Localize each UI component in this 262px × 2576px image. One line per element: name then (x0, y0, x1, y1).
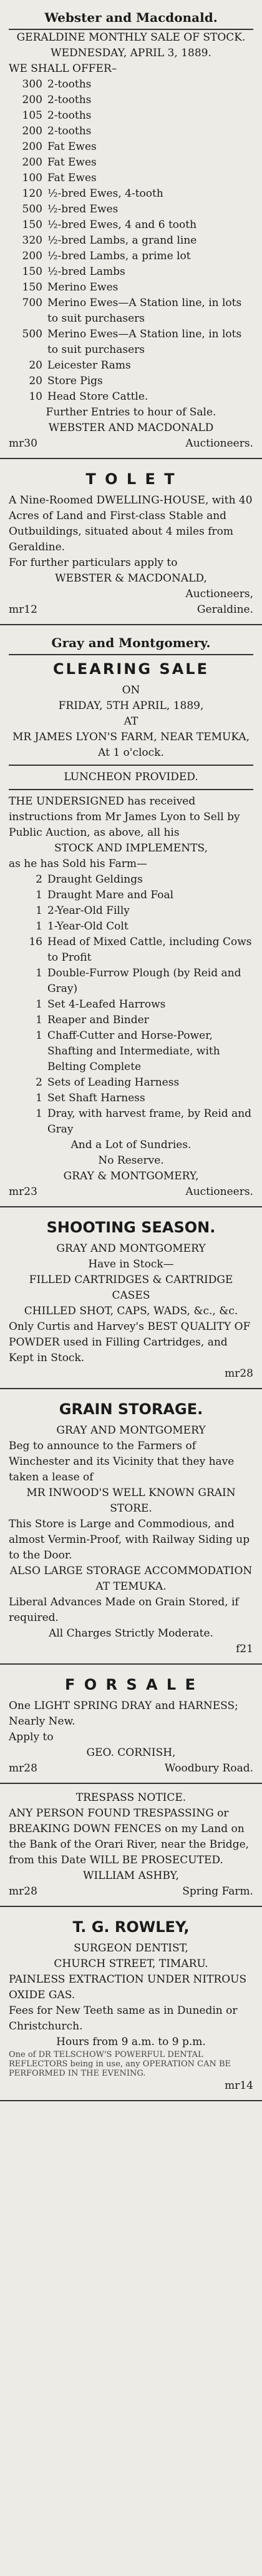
sale-line-2: WEDNESDAY, APRIL 3, 1889. (51, 47, 211, 59)
grain-text2: This Store is Large and Commodious, and almost Vermin-Proof, with Railway Siding up to the Door. (9, 1518, 250, 1562)
shooting-ref: mr28 (225, 1367, 253, 1380)
sold-farm: as he has Sold his Farm— (9, 858, 148, 870)
sale-date: FRIDAY, 5TH APRIL, 1889, (58, 700, 204, 712)
gray-title: Gray and Montgomery. (9, 632, 253, 655)
stock-item: 200 2-tooths (22, 125, 92, 137)
lot-item: 1 Chaff-Cutter and Horse-Power, Shafting and Intermediate, with Belting Complete (36, 1029, 220, 1073)
tolet-auct: Auctioneers, (185, 588, 253, 600)
forsale-title: F O R S A L E (65, 1676, 197, 1693)
stock-item: 320 ½-bred Lambs, a grand line (22, 234, 197, 247)
stock-item: 200 Fat Ewes (22, 156, 97, 169)
stock-item: 200 Fat Ewes (22, 141, 97, 153)
tolet-apply: For further particulars apply to (9, 557, 178, 569)
forsale-name: GEO. CORNISH, (86, 1746, 176, 1759)
grain-title: GRAIN STORAGE. (59, 1400, 203, 1418)
tolet-ad (0, 459, 262, 625)
stock-item: 150 ½-bred Lambs (22, 265, 125, 278)
forsale-text: One LIGHT SPRING DRAY and HARNESS; Nearly New. (9, 1700, 238, 1728)
trespass-text: ANY PERSON FOUND TRESPASSING or BREAKING DOWN FENCES on my Land on the Bank of the Orari River, near the Bridge, from this Date WILL BE PROSECUTED. (9, 1807, 250, 1866)
on-word: ON (122, 684, 140, 696)
grain-also: ALSO LARGE STORAGE ACCOMMODATION AT TEMUKA. (9, 1565, 253, 1593)
tolet-sign: WEBSTER & MACDONALD, (55, 572, 207, 585)
stock-item: 500 ½-bred Ewes (22, 203, 119, 215)
rowley-role: SURGEON DENTIST, (74, 1942, 188, 1954)
grain-text1: Beg to announce to the Farmers of Winchester and its Vicinity that they have taken a lease of (9, 1440, 235, 1484)
lot-item: 2 Draught Geldings (36, 873, 143, 886)
trespass-title: TRESPASS NOTICE. (75, 1791, 187, 1804)
stock-implements: STOCK AND IMPLEMENTS, (54, 842, 208, 855)
rowley-fees: Fees for New Teeth same as in Dunedin or Christchurch. (9, 2004, 238, 2033)
intro-text: THE UNDERSIGNED has received instructions from Mr James Lyon to Sell by Public Auction, as above, all his (9, 795, 240, 839)
stock-item: 200 ½-bred Lambs, a prime lot (22, 250, 191, 262)
grain-ad (0, 1389, 262, 1665)
forsale-ref: mr28 Woodbury Road. (9, 1762, 253, 1775)
sale-line-3: WE SHALL OFFER– (9, 62, 117, 75)
lot-item: 1 Reaper and Binder (36, 1014, 149, 1026)
stock-item: 100 Fat Ewes (22, 172, 97, 184)
stock-item: 120 ½-bred Ewes, 4-tooth (22, 187, 163, 200)
gray-ad (0, 625, 262, 1207)
shooting-goods2: CHILLED SHOT, CAPS, WADS, &c., &c. (24, 1305, 238, 1317)
tolet-ref: mr12 Geraldine. (9, 603, 253, 616)
lot-item: 16 Head of Mixed Cattle, including Cows to Profit (29, 936, 252, 964)
grain-firm: GRAY AND MONTGOMERY (56, 1424, 206, 1437)
shooting-have: Have in Stock— (88, 1258, 174, 1271)
stock-item: 150 ½-bred Ewes, 4 and 6 tooth (22, 219, 197, 231)
signatory: WEBSTER AND MACDONALD (48, 422, 214, 434)
ref-code: mr30 Auctioneers. (9, 437, 253, 450)
shooting-ad (0, 1207, 262, 1389)
trespass-name: WILLIAM ASHBY, (83, 1870, 179, 1882)
forsale-ad (0, 1665, 262, 1784)
stock-item: 150 Merino Ewes (22, 281, 119, 294)
rowley-addr: CHURCH STREET, TIMARU. (54, 1958, 208, 1970)
webster-title: Webster and Macdonald. (9, 6, 253, 30)
lot-item: 1 Dray, with harvest frame, by Reid and Gray (36, 1107, 252, 1136)
lot-item: 1 Draught Mare and Foal (36, 889, 174, 901)
stock-list (9, 77, 253, 405)
lot-item: 1 Double-Furrow Plough (by Reid and Gray) (36, 967, 241, 995)
lot-item: 2 Sets of Leading Harness (36, 1076, 180, 1089)
grain-store: MR INWOOD'S WELL KNOWN GRAIN STORE. (26, 1487, 236, 1515)
luncheon: LUNCHEON PROVIDED. (64, 771, 198, 783)
shooting-goods: FILLED CARTRIDGES & CARTRIDGE CASES (29, 1274, 233, 1302)
rowley-ad (0, 1907, 262, 2101)
stock-item: 105 2-tooths (22, 109, 92, 122)
lot-list (9, 872, 253, 1137)
sundries: And a Lot of Sundries. (70, 1139, 192, 1151)
tolet-title: T O L E T (85, 470, 177, 488)
clearing-title: CLEARING SALE (53, 660, 209, 678)
sale-time: At 1 o'clock. (98, 746, 164, 759)
stock-item: 20 Store Pigs (29, 375, 103, 387)
stock-item: 20 Leicester Rams (29, 359, 131, 372)
stock-item: 700 Merino Ewes—A Station line, in lots to suit purchasers (22, 297, 242, 325)
stock-item: 500 Merino Ewes—A Station line, in lots to suit purchasers (22, 328, 242, 356)
no-reserve: No Reserve. (98, 1154, 164, 1167)
farm-name: MR JAMES LYON'S FARM, NEAR TEMUKA, (12, 731, 250, 743)
trespass-ref: mr28 Spring Farm. (9, 1885, 253, 1898)
rowley-footer: One of DR TELSCHOW'S POWERFUL DENTAL REFLECTORS being in use, any OPERATION CAN BE PERFORMED IN THE EVENING. (9, 2050, 231, 2078)
trespass-ad (0, 1784, 262, 1907)
shooting-title: SHOOTING SEASON. (46, 1219, 216, 1236)
at-word: AT (124, 715, 138, 728)
divider (9, 789, 253, 790)
tolet-text: A Nine-Roomed DWELLING-HOUSE, with 40 Acres of Land and First-class Stable and Outbuildings, situated about 4 miles from Geraldine. (9, 494, 253, 553)
lot-item: 1 Set Shaft Harness (36, 1092, 145, 1104)
gray-sign: GRAY & MONTGOMERY, (63, 1170, 199, 1182)
gray-ref: mr23 Auctioneers. (9, 1186, 253, 1198)
sale-line-1: GERALDINE MONTHLY SALE OF STOCK. (16, 31, 246, 44)
forsale-apply: Apply to (9, 1731, 54, 1743)
rowley-name: T. G. ROWLEY, (72, 1918, 190, 1936)
stock-item: 300 2-tooths (22, 78, 92, 91)
lot-item: 1 1-Year-Old Colt (36, 920, 129, 933)
rowley-hours: Hours from 9 a.m. to 9 p.m. (56, 2036, 206, 2048)
rowley-text: PAINLESS EXTRACTION UNDER NITROUS OXIDE GAS. (9, 1973, 247, 2001)
further-entries: Further Entries to hour of Sale. (46, 406, 216, 419)
rowley-ref: mr14 (225, 2079, 253, 2092)
grain-ref: f21 (236, 1643, 253, 1655)
divider (9, 765, 253, 766)
stock-item: 10 Head Store Cattle. (29, 390, 148, 403)
shooting-text: Only Curtis and Harvey's BEST QUALITY OF POWDER used in Filling Cartridges, and Kept in Stock. (9, 1320, 251, 1364)
grain-text3: Liberal Advances Made on Grain Stored, if required. (9, 1596, 239, 1624)
grain-text4: All Charges Strictly Moderate. (49, 1627, 213, 1640)
lot-item: 1 2-Year-Old Filly (36, 904, 130, 917)
stock-item: 200 2-tooths (22, 94, 92, 106)
webster-ad (0, 0, 262, 459)
lot-item: 1 Set 4-Leafed Harrows (36, 998, 166, 1011)
shooting-firm: GRAY AND MONTGOMERY (56, 1242, 206, 1255)
